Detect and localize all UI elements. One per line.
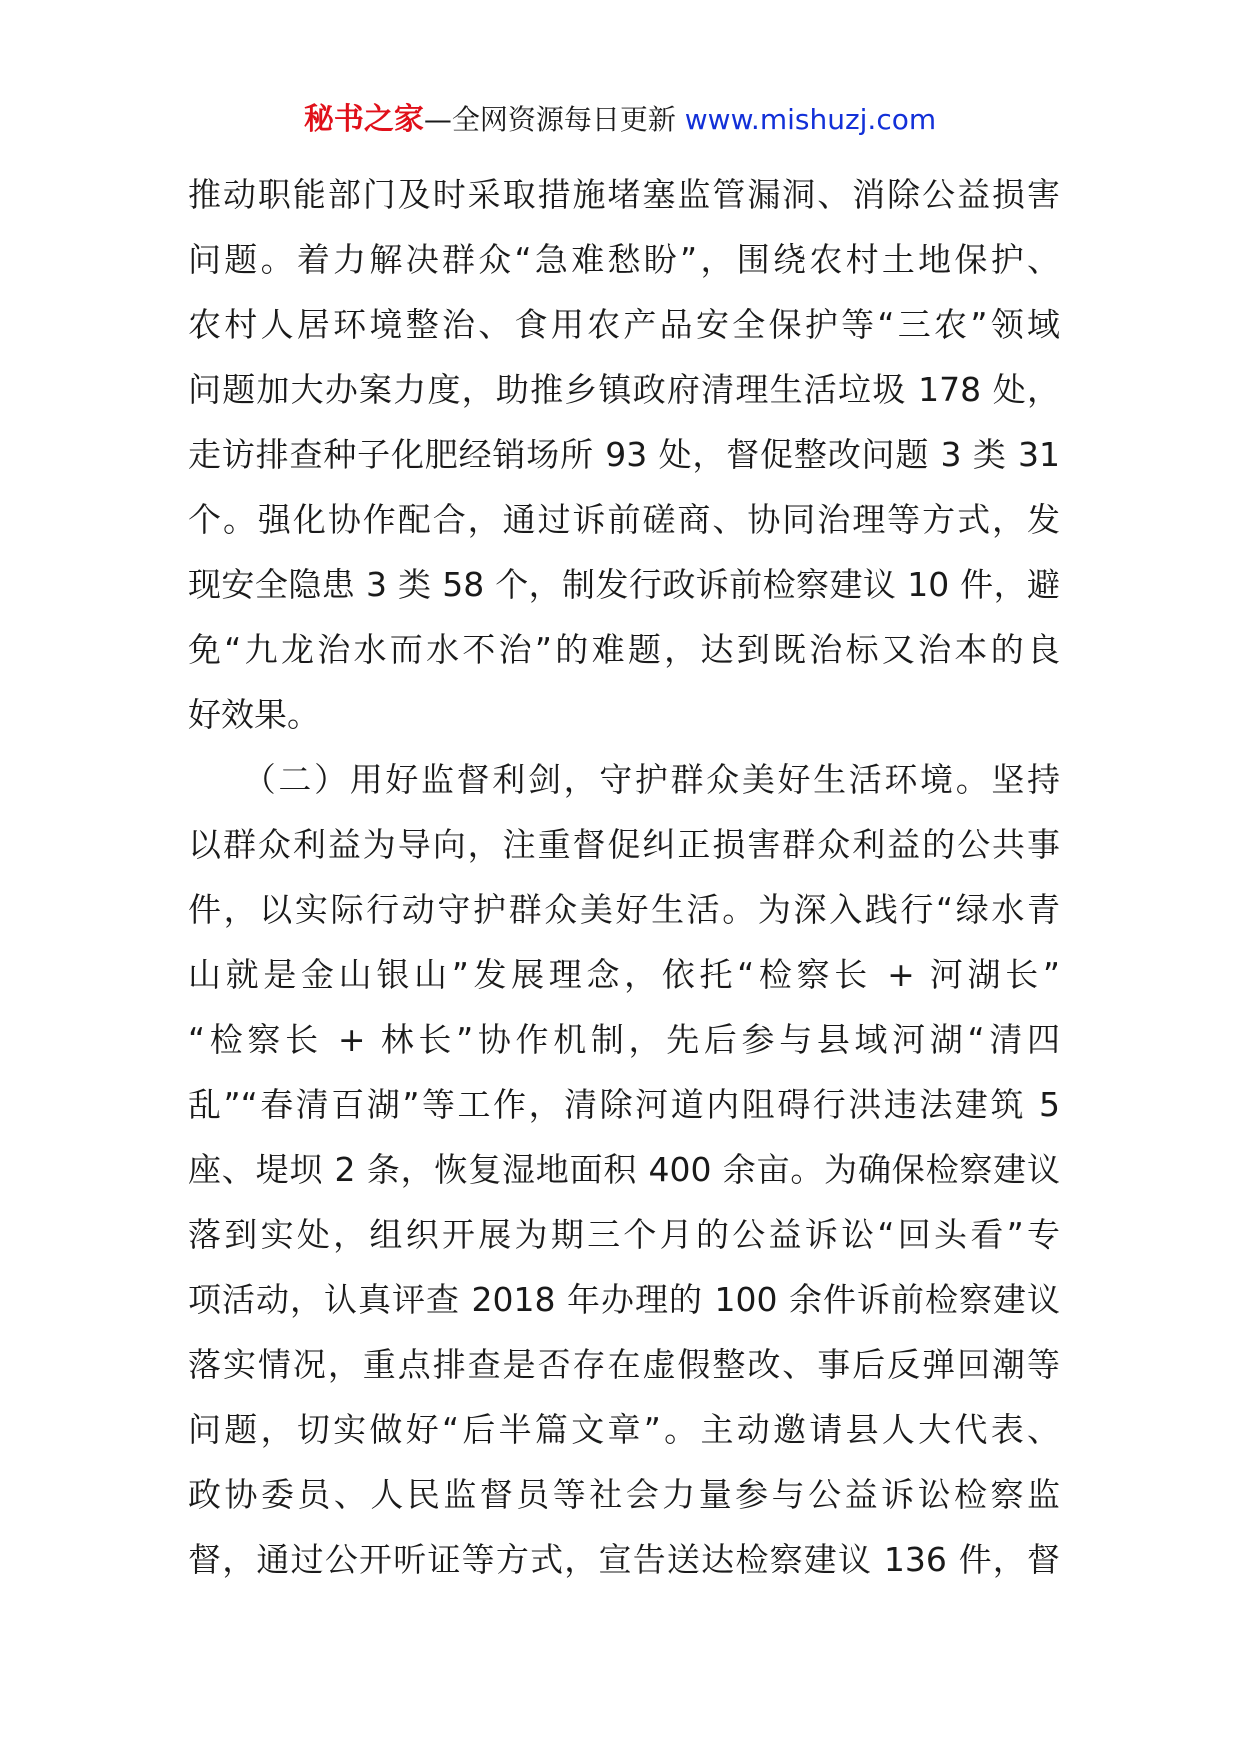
site-url-link[interactable]: www.mishuzj.com	[684, 103, 937, 136]
text-line: 走访排查种子化肥经销场所 93 处，督促整改问题 3 类 31	[188, 435, 1060, 474]
text-line: 件，以实际行动守护群众美好生活。为深入践行“绿水青	[188, 890, 1060, 929]
text-line: 督，通过公开听证等方式，宣告送达检察建议 136 件，督	[188, 1540, 1060, 1579]
text-line: 现安全隐患 3 类 58 个，制发行政诉前检察建议 10 件，避	[188, 565, 1060, 604]
text-line: 问题加大办案力度，助推乡镇政府清理生活垃圾 178 处，	[188, 370, 1060, 409]
text-line: “检察长 + 林长”协作机制，先后参与县域河湖“清四	[188, 1020, 1060, 1059]
text-line: 问题，切实做好“后半篇文章”。主动邀请县人大代表、	[188, 1410, 1060, 1449]
text-line: 落到实处，组织开展为期三个月的公益诉讼“回头看”专	[188, 1215, 1060, 1254]
text-line: 免“九龙治水而水不治”的难题，达到既治标又治本的良	[188, 630, 1060, 669]
text-line: 个。强化协作配合，通过诉前磋商、协同治理等方式，发	[188, 500, 1060, 539]
document-body	[188, 162, 1060, 1592]
site-tagline: —全网资源每日更新	[423, 103, 676, 136]
text-line: 座、堤坝 2 条，恢复湿地面积 400 余亩。为确保检察建议	[188, 1150, 1060, 1189]
text-line: 问题。着力解决群众“急难愁盼”，围绕农村土地保护、	[188, 240, 1060, 279]
text-line: 乱”“春清百湖”等工作，清除河道内阻碍行洪违法建筑 5	[188, 1085, 1060, 1124]
text-line: 以群众利益为导向，注重督促纠正损害群众利益的公共事	[188, 825, 1060, 864]
paragraph-end-line: 好效果。	[188, 695, 320, 734]
site-brand: 秘书之家	[303, 102, 424, 137]
text-line: 落实情况，重点排查是否存在虚假整改、事后反弹回潮等	[188, 1345, 1060, 1384]
text-line: 政协委员、人民监督员等社会力量参与公益诉讼检察监	[188, 1475, 1060, 1514]
text-line: 农村人居环境整治、食用农产品安全保护等“三农”领域	[188, 305, 1060, 344]
text-line: 项活动，认真评查 2018 年办理的 100 余件诉前检察建议	[188, 1280, 1060, 1319]
text-line: 推动职能部门及时采取措施堵塞监管漏洞、消除公益损害	[188, 175, 1060, 214]
text-line: 山就是金山银山”发展理念，依托“检察长 + 河湖长”	[188, 955, 1060, 994]
section-heading-line: （二）用好监督利剑，守护群众美好生活环境。坚持	[188, 760, 1060, 799]
site-header	[0, 100, 1240, 140]
